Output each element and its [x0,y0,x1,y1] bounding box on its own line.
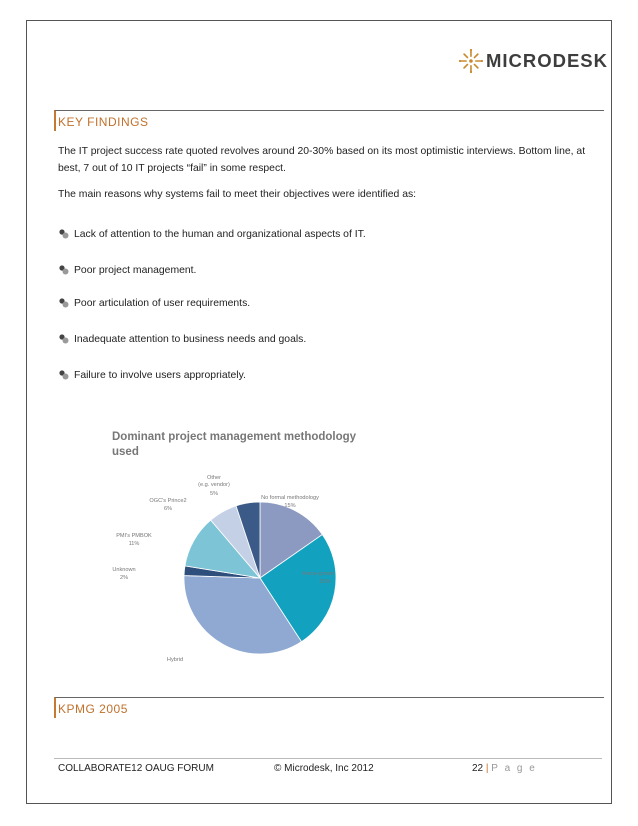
footer-page [472,763,537,774]
label-pmbok-pct: 11% [128,541,140,547]
label-other-sub: (e.g. vendor) [198,482,230,488]
reason-item [58,263,196,277]
microdesk-logo [458,44,608,78]
label-no-formal: No formal methodology [261,495,319,501]
footer-divider [54,758,602,759]
bullet-icon [58,333,70,345]
footer-forum: COLLABORATE12 OAUG FORUM [58,763,214,774]
footer-copyright: © Microdesk, Inc 2012 [274,763,374,774]
page-border [26,20,612,804]
label-home-grown: Home-grown [301,571,335,577]
label-unknown-pct: 2% [119,575,129,581]
logo-text: MICRODESK [485,50,608,71]
reason-text: Lack of attention to the human and organizational aspects of IT. [74,228,366,240]
label-pmbok: PMI's PMBOK [116,533,152,539]
section-title-key-findings: KEY FINDINGS [58,115,149,129]
label-unknown: Unknown [112,567,136,573]
label-hybrid: Hybrid [166,657,184,663]
section-title-kpmg: KPMG 2005 [58,702,128,716]
page-label: P a g e [491,763,537,774]
reason-text: Failure to involve users appropriately. [74,369,246,381]
label-home-grown-pct: 25% [319,579,331,585]
reason-item [58,296,250,310]
label-no-formal-pct: 15% [284,503,296,509]
bullet-icon [58,297,70,309]
label-other-pct: 5% [209,491,219,497]
label-other: Other [207,475,221,481]
chart-title-line2: used [112,446,139,458]
page-separator: | [485,763,489,774]
bullet-icon [58,369,70,381]
reason-item [58,227,366,241]
bullet-icon [58,264,70,276]
reason-item [58,368,246,382]
reasons-intro: The main reasons why systems fail to meet their objectives were identified as: [58,189,417,200]
methodology-pie-chart [100,418,420,678]
chart-title-line1: Dominant project management methodology [112,431,357,443]
section-divider-kpmg [54,697,604,718]
bullet-icon [58,228,70,240]
sunburst-icon [458,45,484,77]
intro-paragraph: The IT project success rate quoted revolves around 20-30% based on its most optimistic interviews. Bottom line, at best, 7 out of 10 IT projects “fail” in some respect. [58,146,586,174]
label-prince2: OGC's Prince2 [149,498,187,504]
reason-text: Inadequate attention to business needs and goals. [74,333,307,345]
pie-slices [184,502,336,654]
reason-text: Poor project management. [74,264,197,276]
page-number: 22 [472,763,484,774]
reason-text: Poor articulation of user requirements. [74,297,251,309]
reason-item [58,332,306,346]
label-prince2-pct: 6% [163,506,173,512]
